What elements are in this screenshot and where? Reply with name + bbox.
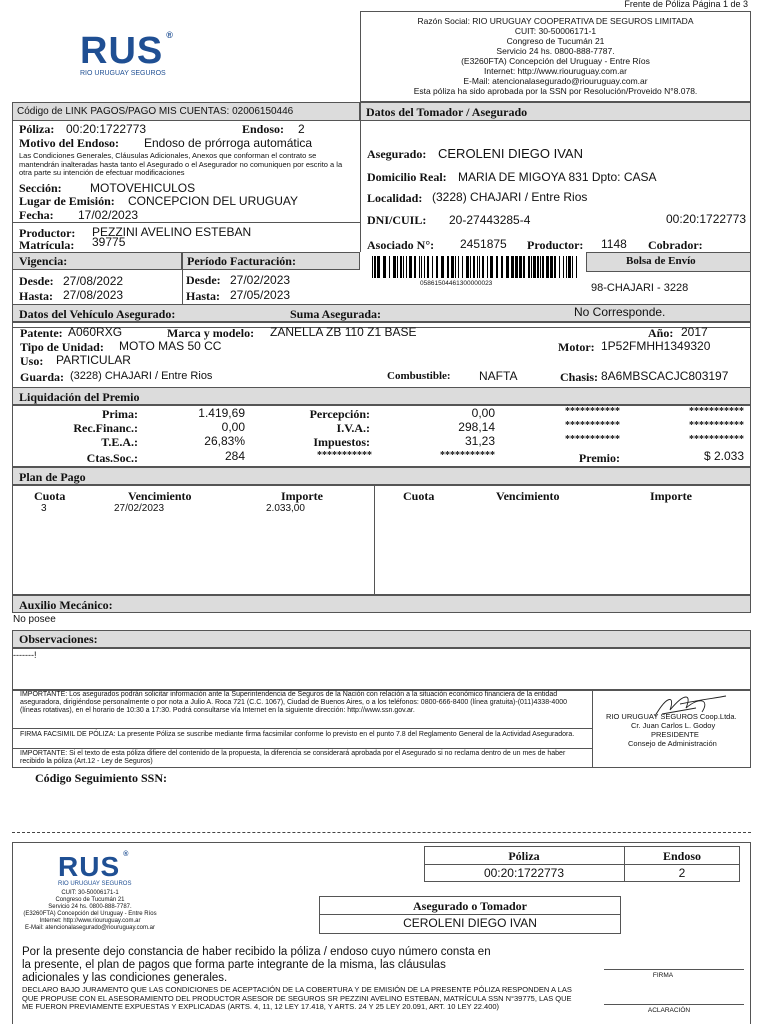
company-razon: Razón Social: RIO URUGUAY COOPERATIVA DE SEGUROS LIMITADA bbox=[417, 16, 694, 26]
barcode-bar bbox=[533, 256, 536, 278]
cobrador-label: Cobrador: bbox=[648, 238, 703, 252]
asegurado-label: Asegurado: bbox=[367, 147, 427, 161]
ctas-label: Ctas.Soc.: bbox=[86, 451, 138, 465]
plan-row-cuota: 3 bbox=[41, 503, 47, 514]
barcode-bar bbox=[372, 256, 373, 278]
barcode-bar bbox=[473, 256, 475, 278]
recfin-value: 0,00 bbox=[221, 420, 245, 434]
barcode-bar bbox=[432, 256, 433, 278]
barcode-bar bbox=[436, 256, 438, 278]
plan-bar bbox=[12, 467, 751, 485]
observaciones-bar bbox=[12, 630, 751, 648]
company-internet: Internet: http://www.riouruguay.com.ar bbox=[484, 66, 627, 76]
productor-code-value: 1148 bbox=[601, 237, 627, 251]
matricula-value: 39775 bbox=[92, 235, 126, 249]
vig-desde-value: 27/08/2022 bbox=[63, 274, 124, 288]
coupon-declaro: DECLARO BAJO JURAMENTO QUE LAS CONDICIONES DE ACEPTACIÓN DE LA COBERTURA Y DE EMISIÓN DE LA PRESENTE PÓLIZA RESPONDEN A LAS QUE PROPUSE CON EL ASESORAMIENTO DEL PRODUCTOR ASESOR DE SEGUROS SR PEZZINI AVELINO ESTEBAN, MATRÍCULA SSN N°39775, LAS QUE ME FUERON PREVIAMENTE EXPUESTAS Y EXPLICADAS (ARTS. 4, 11, 12 LEY 17.418, Y ARTS. 24 Y 25 LEY 20.091, ART. 10 LEY 22.400) bbox=[22, 985, 572, 1012]
plan-col-importe-right: Importe bbox=[650, 489, 692, 503]
productor-code-label: Productor: bbox=[527, 238, 584, 252]
iva-label: I.V.A.: bbox=[336, 421, 370, 435]
barcode-bar bbox=[441, 256, 444, 278]
barcode-bar bbox=[542, 256, 544, 278]
stars-3a: *********** bbox=[565, 434, 620, 445]
impuestos-label: Impuestos: bbox=[313, 435, 370, 449]
coupon-logo-registered: ® bbox=[123, 851, 130, 858]
signature-block bbox=[606, 712, 748, 748]
barcode-number: 05861504461300000023 bbox=[420, 280, 493, 287]
patente-label: Patente: bbox=[20, 326, 63, 340]
productor-label: Productor: bbox=[19, 226, 76, 240]
coupon-company-info bbox=[15, 890, 165, 932]
plan-header: Plan de Pago bbox=[19, 470, 86, 484]
fac-hasta-value: 27/05/2023 bbox=[230, 288, 291, 302]
barcode-bar bbox=[490, 256, 493, 278]
barcode-bar bbox=[451, 256, 454, 278]
stars-1a: *********** bbox=[565, 406, 620, 417]
signature-council: Consejo de Administración bbox=[628, 739, 717, 748]
coupon-constancia: Por la presente dejo constancia de haber recibido la póliza / endoso cuyo número consta en la presente, el plan de pagos que forma parte integrante de la misma, las cláusulas adicionales y las condiciones generales. bbox=[22, 946, 491, 984]
coupon-logo bbox=[58, 851, 158, 887]
barcode-bar bbox=[487, 256, 488, 278]
observaciones-value: -------! bbox=[13, 650, 37, 660]
liquidacion-header: Liquidación del Premio bbox=[19, 390, 140, 404]
barcode-bar bbox=[506, 256, 509, 278]
barcode-bar bbox=[397, 256, 398, 278]
barcode-bar bbox=[393, 256, 396, 278]
signature-org: RIO URUGUAY SEGUROS Coop.Ltda. bbox=[606, 712, 737, 721]
logo-registered: ® bbox=[166, 30, 174, 40]
chasis-label: Chasis: bbox=[560, 370, 599, 384]
coupon-poliza-label: Póliza bbox=[508, 849, 540, 863]
asegurado-value: CEROLENI DIEGO IVAN bbox=[438, 146, 583, 161]
tomador-header: Datos del Tomador / Asegurado bbox=[366, 105, 528, 119]
ctas-value: 284 bbox=[224, 449, 245, 463]
ssn-code-label: Código Seguimiento SSN: bbox=[35, 771, 168, 785]
barcode-bar bbox=[568, 256, 571, 278]
facturacion-label: Período Facturación: bbox=[187, 254, 296, 268]
barcode-bar bbox=[559, 256, 560, 278]
barcode-bar bbox=[458, 256, 459, 278]
observaciones-header: Observaciones: bbox=[19, 632, 98, 646]
endoso-label: Endoso: bbox=[242, 122, 285, 136]
guarda-label: Guarda: bbox=[20, 370, 65, 384]
barcode-bar bbox=[377, 256, 380, 278]
barcode-bar bbox=[414, 256, 416, 278]
asociado-value: 2451875 bbox=[460, 237, 507, 251]
anio-label: Año: bbox=[648, 326, 674, 340]
barcode-bar bbox=[389, 256, 390, 278]
barcode-bar bbox=[409, 256, 412, 278]
motor-label: Motor: bbox=[558, 340, 595, 354]
company-info-box bbox=[360, 11, 751, 102]
tea-value: 26,83% bbox=[204, 434, 245, 448]
company-city: (E3260FTA) Concepción del Uruguay - Entre Ríos bbox=[461, 56, 650, 66]
plan-box bbox=[12, 485, 751, 595]
endoso-value: 2 bbox=[298, 122, 305, 136]
dni-poliza-value: 00:20:1722773 bbox=[666, 212, 747, 226]
barcode-bar bbox=[546, 256, 549, 278]
barcode-bar bbox=[470, 256, 471, 278]
fecha-value: 17/02/2023 bbox=[78, 208, 139, 222]
anio-value: 2017 bbox=[681, 325, 708, 339]
tipo-label: Tipo de Unidad: bbox=[20, 340, 104, 354]
coupon-asegurado-value: CEROLENI DIEGO IVAN bbox=[403, 916, 537, 930]
stars-2a: *********** bbox=[565, 420, 620, 431]
coupon-endoso-value: 2 bbox=[678, 866, 686, 880]
uso-label: Uso: bbox=[20, 354, 44, 368]
combustible-label: Combustible: bbox=[387, 370, 451, 382]
asociado-label: Asociado N°: bbox=[367, 238, 435, 252]
uso-value: PARTICULAR bbox=[56, 353, 131, 367]
barcode-bar bbox=[537, 256, 539, 278]
plan-row-venc: 27/02/2023 bbox=[114, 503, 165, 514]
company-logo bbox=[80, 30, 200, 77]
barcode-graphic bbox=[372, 256, 580, 278]
patente-value: A060RXG bbox=[68, 325, 123, 339]
recfin-label: Rec.Financ.: bbox=[73, 421, 138, 435]
lugar-value: CONCEPCION DEL URUGUAY bbox=[128, 194, 299, 208]
barcode-bar bbox=[550, 256, 553, 278]
bolsa-label: Bolsa de Envío bbox=[626, 255, 696, 267]
company-service: Servicio 24 hs. 0800-888-7787. bbox=[496, 46, 615, 56]
stars-3b: *********** bbox=[689, 434, 744, 445]
dni-value: 20-27443285-4 bbox=[449, 213, 531, 227]
barcode-bar bbox=[496, 256, 498, 278]
barcode-bar bbox=[424, 256, 425, 278]
suma-value: No Corresponde. bbox=[574, 305, 666, 319]
percep-value: 0,00 bbox=[471, 406, 495, 420]
domicilio-value: MARIA DE MIGOYA 831 Dpto: CASA bbox=[458, 170, 657, 184]
barcode-bar bbox=[406, 256, 407, 278]
page-header: Frente de Póliza Página 1 de 3 bbox=[624, 0, 748, 9]
barcode-bar bbox=[400, 256, 402, 278]
fac-desde-value: 27/02/2023 bbox=[230, 273, 291, 287]
domicilio-label: Domicilio Real: bbox=[367, 170, 447, 184]
barcode-bar bbox=[563, 256, 564, 278]
stars-2b: *********** bbox=[689, 420, 744, 431]
barcode-bar bbox=[528, 256, 530, 278]
barcode-bar bbox=[466, 256, 469, 278]
barcode-bar bbox=[421, 256, 422, 278]
lugar-label: Lugar de Emisión: bbox=[19, 194, 115, 208]
barcode-bar bbox=[462, 256, 463, 278]
percep-label: Percepción: bbox=[309, 407, 370, 421]
link-pagos-code: Código de LINK PAGOS/PAGO MIS CUENTAS: 02006150446 bbox=[17, 106, 294, 117]
barcode-bar bbox=[576, 256, 577, 278]
cut-line bbox=[12, 832, 751, 833]
barcode-bar bbox=[403, 256, 404, 278]
coupon-aclaracion-label: ACLARACIÓN bbox=[647, 1007, 691, 1014]
barcode-bar bbox=[540, 256, 541, 278]
barcode-bar bbox=[531, 256, 532, 278]
auxilio-value: No posee bbox=[13, 614, 56, 625]
coupon-internet: Internet: http://www.riouruguay.com.ar bbox=[39, 918, 141, 924]
logo-text: RUS bbox=[80, 30, 164, 72]
tipo-value: MOTO MAS 50 CC bbox=[119, 339, 222, 353]
barcode-bar bbox=[447, 256, 449, 278]
barcode-bar bbox=[482, 256, 484, 278]
barcode-bar bbox=[419, 256, 420, 278]
productor-value: PEZZINI AVELINO ESTEBAN bbox=[92, 225, 252, 239]
barcode-bar bbox=[427, 256, 429, 278]
coupon-asegurado-label: Asegurado o Tomador bbox=[412, 899, 528, 913]
auxilio-header: Auxilio Mecánico: bbox=[19, 598, 113, 612]
guarda-value: (3228) CHAJARI / Entre Rios bbox=[70, 370, 213, 382]
seccion-label: Sección: bbox=[19, 181, 62, 195]
bolsa-value: 98-CHAJARI - 3228 bbox=[591, 282, 689, 294]
seccion-value: MOTOVEHICULOS bbox=[90, 181, 196, 195]
coupon-endoso-label: Endoso bbox=[662, 849, 702, 863]
barcode-bar bbox=[479, 256, 480, 278]
coupon-logo-text: RUS bbox=[58, 851, 121, 882]
plan-col-venc-left: Vencimiento bbox=[128, 489, 192, 503]
coupon-address: Congreso de Tucumán 21 bbox=[55, 897, 125, 903]
barcode-bar bbox=[566, 256, 567, 278]
premio-label: Premio: bbox=[578, 451, 620, 465]
barcode-bar bbox=[554, 256, 556, 278]
company-email: E-Mail: atencionalasegurado@riouruguay.com.ar bbox=[463, 76, 648, 86]
motivo-label: Motivo del Endoso: bbox=[19, 136, 120, 150]
auxilio-bar bbox=[12, 595, 751, 613]
stars-1b: *********** bbox=[689, 406, 744, 417]
fecha-label: Fecha: bbox=[19, 208, 54, 222]
chasis-value: 8A6MBSCACJC803197 bbox=[601, 369, 729, 383]
matricula-label: Matrícula: bbox=[19, 238, 75, 252]
vigencia-label: Vigencia: bbox=[19, 254, 68, 268]
company-cuit: CUIT: 30-50006171-1 bbox=[514, 26, 597, 36]
barcode-bar bbox=[519, 256, 522, 278]
vig-hasta-label: Hasta: bbox=[19, 289, 53, 303]
poliza-label: Póliza: bbox=[19, 122, 55, 136]
barcode-bar bbox=[477, 256, 478, 278]
barcode-bar bbox=[374, 256, 376, 278]
company-address: Congreso de Tucumán 21 bbox=[506, 36, 605, 46]
barcode-bar bbox=[515, 256, 518, 278]
coupon-firma-label: FIRMA bbox=[652, 972, 674, 979]
localidad-value: (3228) CHAJARI / Entre Rios bbox=[432, 190, 588, 204]
premio-value: $ 2.033 bbox=[703, 449, 744, 463]
plan-col-cuota-left: Cuota bbox=[34, 489, 66, 503]
plan-col-venc-right: Vencimiento bbox=[496, 489, 560, 503]
plan-col-cuota-right: Cuota bbox=[403, 489, 435, 503]
barcode-bar bbox=[511, 256, 514, 278]
poliza-value: 00:20:1722773 bbox=[66, 122, 147, 136]
coupon-logo-subtitle: RIO URUGUAY SEGUROS bbox=[58, 881, 132, 887]
iva-value: 298,14 bbox=[458, 420, 495, 434]
vig-hasta-value: 27/08/2023 bbox=[63, 288, 124, 302]
firma-facsimil: FIRMA FACSIMIL DE PÓLIZA: La presente Póliza se suscribe mediante firma facsimilar conforme lo previsto en el punto 7.8 del Reglamento General de la Actividad Aseguradora. bbox=[20, 731, 575, 738]
coupon-service: Servicio 24 hs. 0800-888-7787. bbox=[48, 904, 132, 910]
motivo-value: Endoso de prórroga automática bbox=[144, 136, 313, 150]
stars-ctas: *********** bbox=[317, 450, 372, 461]
prima-label: Prima: bbox=[102, 407, 138, 421]
vig-desde-label: Desde: bbox=[19, 274, 54, 288]
logo-subtitle: RIO URUGUAY SEGUROS bbox=[80, 70, 166, 77]
fac-hasta-label: Hasta: bbox=[186, 289, 220, 303]
impuestos-value: 31,23 bbox=[464, 434, 495, 448]
dni-label: DNI/CUIL: bbox=[367, 213, 427, 227]
barcode-bar bbox=[523, 256, 525, 278]
barcode-bar bbox=[501, 256, 503, 278]
barcode-bar bbox=[455, 256, 456, 278]
signature-title: PRESIDENTE bbox=[651, 730, 699, 739]
importante-1: IMPORTANTE: Los asegurados podrán solicitar información ante la Superintendencia de Seguros de la Nación con relación a la situación económico financiera de la entidad aseguradora, dirigiéndose personalmente o por nota a Julio A. Roca 721 (C.C. 1067), Ciudad de Buenos Aires, o a los teléfonos: 0800-666-8400 (línea gratuita)-(011)4338-4000 (líneas rotativas), en el horario de 10:30 a 17:30. Podrá consultarse vía Internet en la siguiente dirección: http://www.ssn.gov.ar. bbox=[20, 691, 567, 714]
plan-row-importe: 2.033,00 bbox=[266, 503, 305, 514]
prima-value: 1.419,69 bbox=[198, 406, 245, 420]
stars-imp: *********** bbox=[440, 450, 495, 461]
company-ssn: Esta póliza ha sido aprobada por la SSN por Resolución/Proveido N°8.078. bbox=[413, 86, 698, 96]
fac-desde-label: Desde: bbox=[186, 273, 221, 287]
motor-value: 1P52FMHH1349320 bbox=[601, 339, 711, 353]
importante-2: IMPORTANTE: Si el texto de esta póliza difiere del contenido de la propuesta, la diferencia se considerará aprobada por el Asegurado si no reclama dentro de un mes de haber recibido la póliza (Art.12 - Ley de Seguros) bbox=[20, 750, 566, 765]
coupon-email: E-Mail: atencionalasegurado@riouruguay.com.ar bbox=[24, 925, 156, 931]
coupon-city: (E3260FTA) Concepción del Uruguay - Entre Ríos bbox=[23, 911, 157, 917]
suma-label: Suma Asegurada: bbox=[290, 307, 382, 321]
barcode-bar bbox=[572, 256, 573, 278]
condiciones-text: Las Condiciones Generales, Cláusulas Adicionales, Anexos que conforman el contrato se mantendrán inalteradas hasta tanto el Asegurado o el Asegurador no comuniquen por escrito a la otra parte su intención de efectuar modificaciones bbox=[19, 151, 343, 178]
plan-col-importe-left: Importe bbox=[281, 489, 323, 503]
coupon-poliza-value: 00:20:1722773 bbox=[483, 866, 565, 880]
vehiculo-header: Datos del Vehículo Asegurado: bbox=[19, 307, 176, 321]
combustible-value: NAFTA bbox=[479, 369, 518, 383]
marca-label: Marca y modelo: bbox=[167, 326, 255, 340]
marca-value: ZANELLA ZB 110 Z1 BASE bbox=[270, 325, 417, 339]
observaciones-box bbox=[12, 648, 751, 690]
signature-name: Cr. Juan Carlos L. Godoy bbox=[631, 721, 716, 730]
barcode-bar bbox=[383, 256, 386, 278]
tea-label: T.E.A.: bbox=[101, 435, 138, 449]
coupon-cuit: CUIT: 30-50006171-1 bbox=[61, 890, 119, 896]
localidad-label: Localidad: bbox=[367, 191, 423, 205]
